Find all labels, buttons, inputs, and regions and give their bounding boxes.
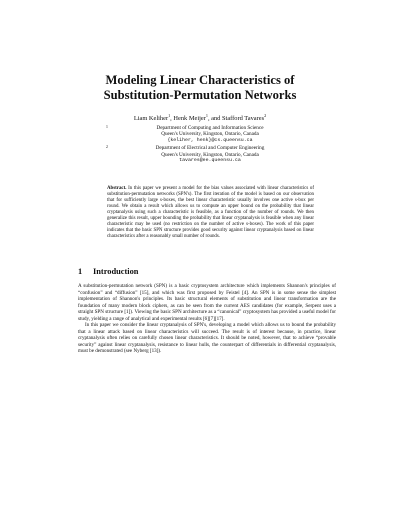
body-paragraph: A substitution-permutation network (SPN) is a basic cryptosystem architecture which implements Shannon's principles of “confusion” and “diffusion” [15], and which was first proposed by Feistel [4]. An SPN is in some sense the simplest implementation of Shannon's principles. Its basic structural elements of substitution and linear transformation are the foundation of many modern block ciphers, as can be seen from the current AES candidates (for example, Serpent uses a straight SPN structure [1]). Viewing the basic SPN architecture as a “canonical” cryptosystem has provided a useful model for study, yielding a range of analytical and experimental results [6][7][17]. bbox=[78, 283, 336, 322]
affiliation-address: Queen's University, Kingston, Ontario, Canada bbox=[161, 131, 259, 138]
affiliation-mark: 1 bbox=[168, 113, 171, 118]
affiliation-mark: 1 bbox=[205, 113, 208, 118]
affiliation-list bbox=[105, 125, 305, 164]
author-name: Liam Keliher bbox=[133, 115, 169, 123]
author-list bbox=[40, 112, 360, 123]
title-line-1: Modeling Linear Characteristics of bbox=[105, 73, 295, 87]
affiliation-mark: 2 bbox=[264, 113, 267, 118]
body-paragraph: In this paper we consider the linear cryptanalysis of SPN's, developing a model which allows us to bound the probability that a linear attack based on linear characteristics will succeed. The result is of interest because, in practice, linear cryptanalysis often relies on carefully chosen linear characteristics. It should be noted, however, that to achieve “provable security” against linear cryptanalysis, resistance to linear hulls, the counterpart of differentials in differential cryptanalysis, must be demonstrated (see Nyberg [13]). bbox=[78, 322, 336, 354]
author-separator: , and bbox=[207, 115, 222, 123]
section-number: 1 bbox=[78, 267, 83, 276]
abstract-text: In this paper we present a model for the bias values associated with linear characteristics of substitution-permutation networks (SPN's). The first iteration of the model is based on our observation that for sufficiently large s-boxes, the best linear characteristic usually involves one active s-box per round. We obtain a result which allows us to compute an upper bound on the probability that linear cryptanalysis using such a characteristic is feasible, as a function of the number of rounds. We then generalize this result, upper bounding the probability that linear cryptanalysis is feasible when any linear characteristic may be used (no restriction on the number of active s-boxes). The work of this paper indicates that the basic SPN structure provides good security against linear cryptanalysis based on linear characteristics after a reasonably small number of rounds. bbox=[107, 186, 314, 240]
section-heading bbox=[78, 267, 338, 277]
abstract-label: Abstract. bbox=[107, 186, 127, 191]
affiliation-department: Department of Computing and Information Science bbox=[156, 125, 264, 131]
title-line-2: Substitution-Permutation Networks bbox=[103, 88, 297, 102]
affiliation-number: 1 bbox=[106, 125, 108, 129]
author-name: Stafford Tavares bbox=[221, 115, 265, 123]
paper-title bbox=[40, 73, 360, 103]
author-name: Henk Meijer bbox=[173, 115, 206, 123]
affiliation-email: {keliher, henk}@cs.queensu.ca bbox=[167, 137, 253, 143]
section-title: Introduction bbox=[93, 267, 139, 276]
affiliation-department: Department of Electrical and Computer Engineering bbox=[155, 145, 265, 152]
author-separator: , bbox=[170, 115, 174, 123]
abstract bbox=[107, 186, 314, 240]
affiliation-address: Queen's University, Kingston, Ontario, Canada bbox=[161, 151, 259, 158]
affiliation bbox=[105, 125, 305, 144]
affiliation-number: 2 bbox=[106, 145, 108, 150]
section-body bbox=[78, 283, 336, 355]
affiliation-email: tavares@ee.queensu.ca bbox=[179, 158, 241, 164]
affiliation bbox=[105, 145, 305, 164]
